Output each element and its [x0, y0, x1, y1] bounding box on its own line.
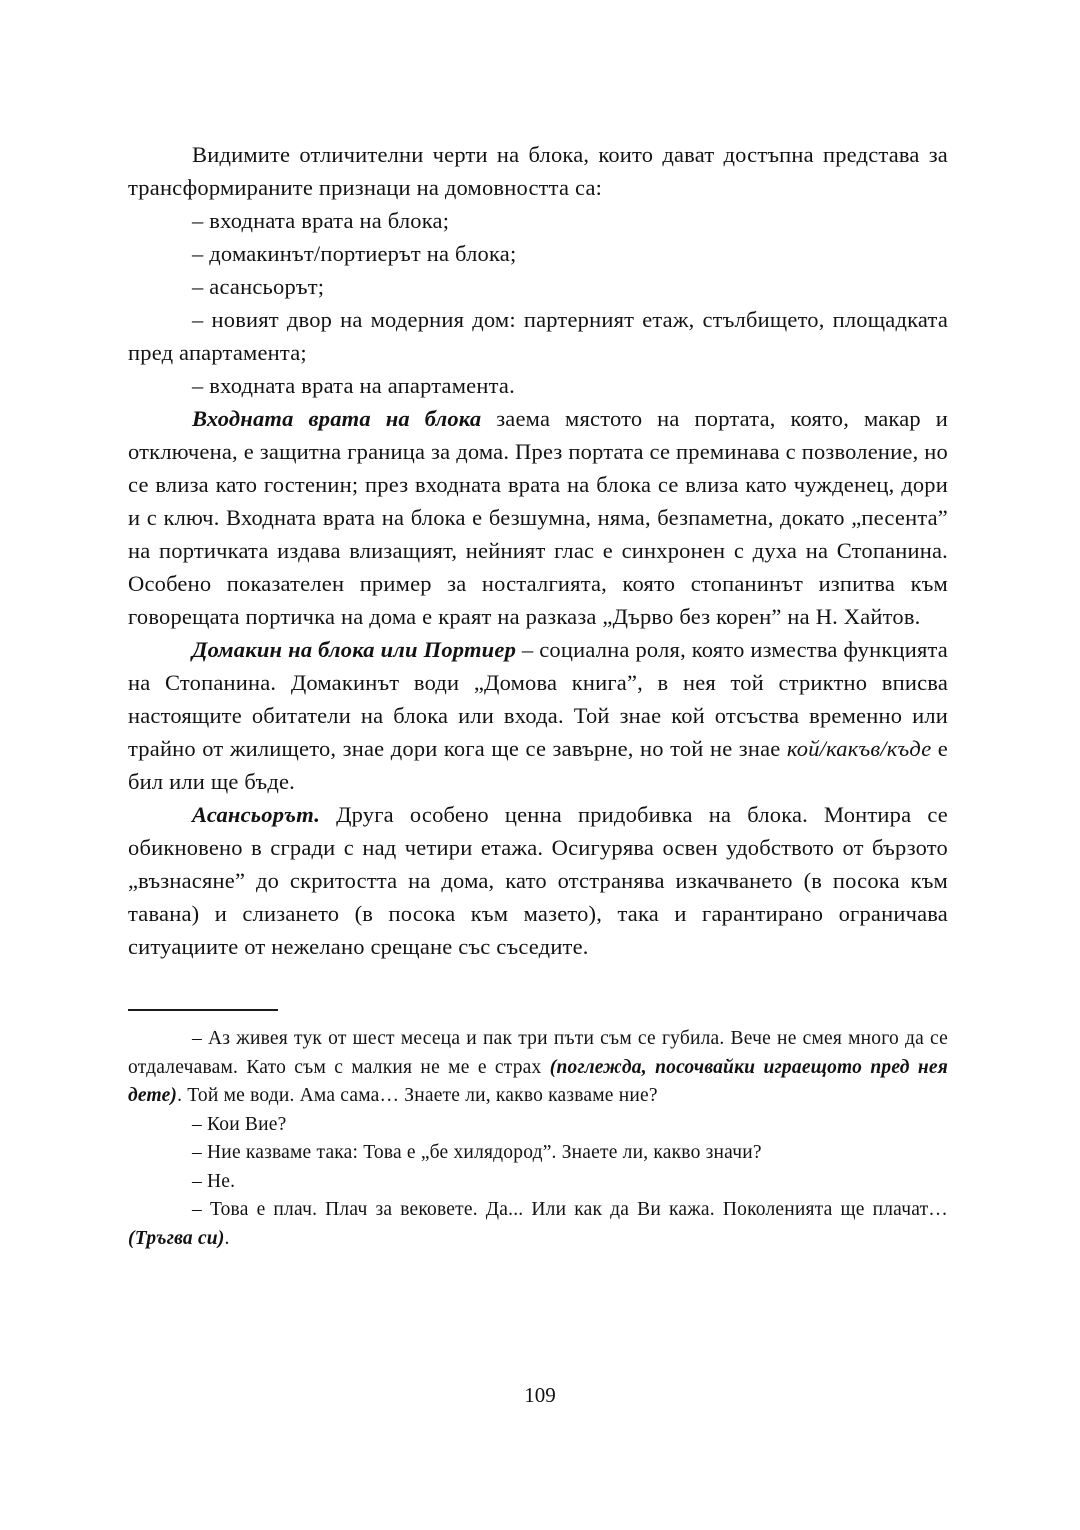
text-segment: – Аз живея тук от шест месеца и пак три пъти съм се губила. Вече не смея много да се отдалечавам. Като съм с малкия не ме е страх [128, 1028, 948, 1078]
list-item-elevator [128, 270, 948, 303]
list-item-apartment-door [128, 369, 948, 402]
text-segment: – социална роля, която измества функцията на Стопанина. Домакинът води „Домова книга”, в нея той стриктно вписва настоящите обитатели на блока или входа. Той знае кой отсъства временно или трайно от жилището, знае дори кога ще се завърне, но той не знае [128, 637, 948, 761]
paragraph-entrance-door [128, 402, 948, 633]
footnote-separator [128, 1009, 278, 1011]
text-segment: – Кои Вие? [192, 1113, 287, 1135]
paragraph-intro [128, 138, 948, 204]
text-segment: е бил или ще бъде. [128, 736, 948, 794]
list-item-new-yard [128, 303, 948, 369]
footnote-paragraph [128, 1111, 948, 1140]
footnote-paragraph [128, 1196, 948, 1253]
text-segment: кой/какъв/къде [786, 736, 932, 761]
text-segment: – входната врата на блока; [192, 208, 450, 233]
footnote-paragraph [128, 1168, 948, 1197]
list-item-caretaker [128, 237, 948, 270]
text-segment: (Тръгва си) [128, 1227, 225, 1249]
text-segment: . Той ме води. Ама сама… Знаете ли, какво казваме ние? [177, 1085, 658, 1106]
page-number: 109 [524, 1383, 556, 1407]
text-segment: – Ние казваме така: Това е „бе хилядород”. Знаете ли, какво значи? [192, 1142, 762, 1163]
text-segment: . [224, 1227, 230, 1249]
text-segment: – Това е плач. Плач за вековете. Да... Или как да Ви кажа. Поколенията ще плачат… [192, 1199, 948, 1220]
text-segment: – новият двор на модерния дом: партерният етаж, стълбището, площадката пред апартамента; [128, 307, 948, 365]
text-segment: Видимите отличителни черти на блока, които дават достъпна представа за трансформираните признаци на домовността са: [128, 142, 948, 200]
paragraph-elevator [128, 798, 948, 963]
text-segment: – домакинът/портиерът на блока; [192, 241, 517, 266]
text-segment: Домакин на блока или Портиер [192, 637, 517, 662]
text-segment: – Не. [192, 1170, 236, 1192]
list-item-entrance-door [128, 204, 948, 237]
text-segment: – входната врата на апартамента. [192, 373, 515, 398]
footnote-paragraph [128, 1139, 948, 1168]
text-segment: Асансьорът. [192, 802, 321, 827]
footnote-block [128, 1025, 948, 1253]
text-segment: Друга особено ценна придобивка на блока. Монтира се обикновено в сгради с над четири етажа. Осигурява освен удобството от бързото „възнасяне” до скритостта на дома, като отстранява изкачването (в посока към тавана) и слизането (в посока към мазето), така и гарантирано ограничава ситуациите от нежелано срещане със съседите. [128, 802, 948, 959]
text-segment: – асансьорът; [192, 274, 325, 299]
text-segment: (поглежда, посочвайки играещото пред нея дете) [128, 1056, 948, 1106]
text-block [128, 138, 948, 1253]
footnote-paragraph [128, 1025, 948, 1111]
text-segment: заема мястото на портата, която, макар и отключена, е защитна граница за дома. През портата се преминава с позволение, но се влиза като гостенин; през входната врата на блока се влиза като чужденец, дори и с ключ. Входната врата на блока е безшумна, няма, безпаметна, докато „песента” на портичката издава влизащият, нейният глас е синхронен с духа на Стопанина. Особено показателен пример за носталгията, която стопанинът изпитва към говорещата портичка на дома е краят на разказа „Дърво без корен” на Н. Хайтов. [128, 406, 948, 629]
text-segment: Входната врата на блока [192, 406, 482, 431]
paragraph-caretaker [128, 633, 948, 798]
